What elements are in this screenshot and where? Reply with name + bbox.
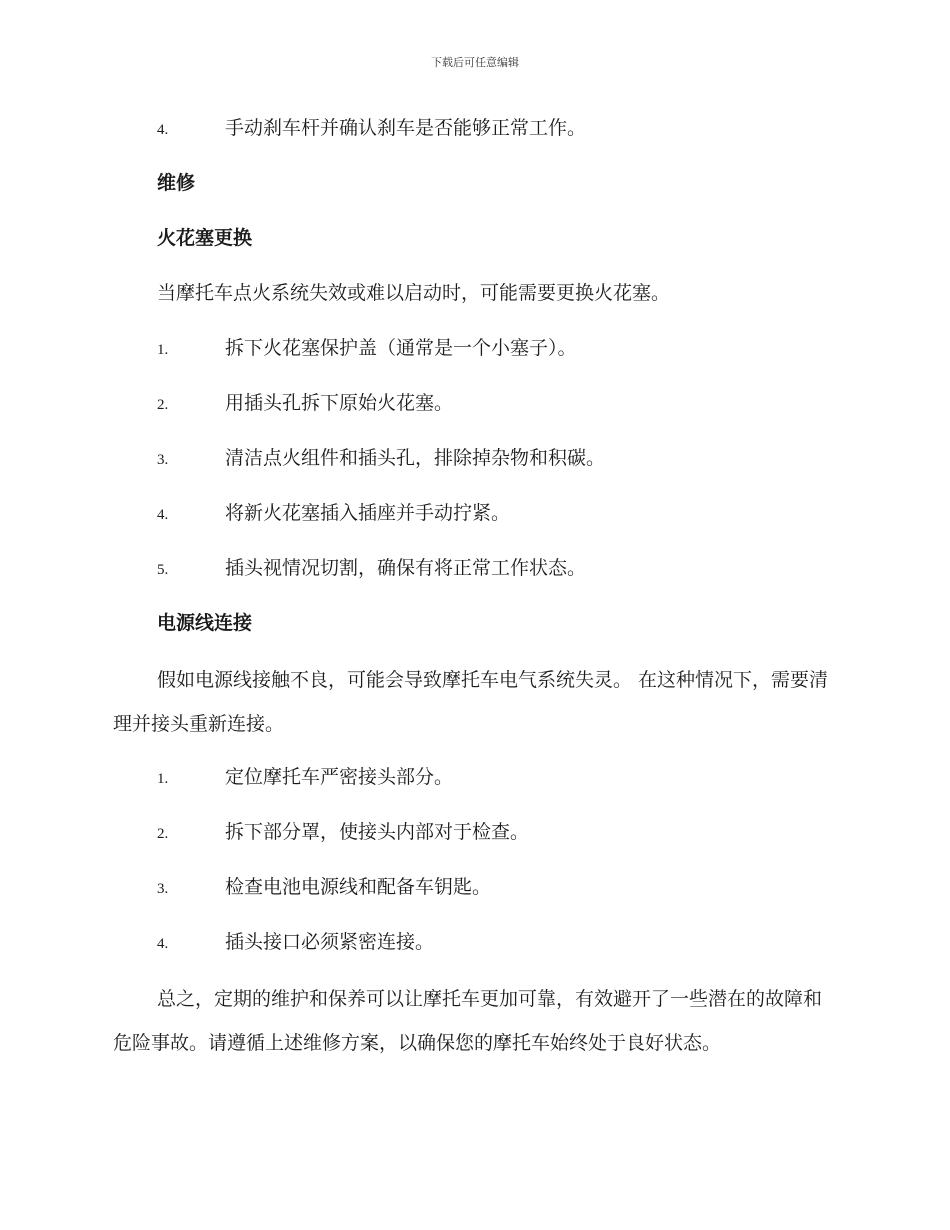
list-item xyxy=(113,493,833,548)
list-text: 清洁点火组件和插头孔，排除掉杂物和积碳。 xyxy=(225,447,606,469)
list-item xyxy=(113,328,833,383)
list-item xyxy=(113,867,833,922)
list-number: 3. xyxy=(157,881,169,897)
list-number: 4. xyxy=(157,936,169,952)
section-heading: 维修 xyxy=(157,172,196,194)
list-item xyxy=(113,922,833,977)
list-number: 2. xyxy=(157,397,169,413)
list-text: 拆下部分罩，使接头内部对于检查。 xyxy=(225,821,530,843)
power-line-intro: 假如电源线接触不良，可能会导致摩托车电气系统失灵。 在这种情况下，需要清理并接头重新连接。 xyxy=(113,669,829,735)
list-item xyxy=(113,812,833,867)
list-text: 将新火花塞插入插座并手动拧紧。 xyxy=(225,502,511,524)
list-number: 3. xyxy=(157,452,169,468)
document-body xyxy=(113,108,833,1076)
list-text: 插头视情况切割，确保有将正常工作状态。 xyxy=(225,557,587,579)
list-item xyxy=(113,548,833,603)
list-number: 5. xyxy=(157,562,169,578)
list-text: 用插头孔拆下原始火花塞。 xyxy=(225,392,454,414)
conclusion-paragraph: 总之，定期的维护和保养可以让摩托车更加可靠，有效避开了一些潜在的故障和危险事故。请遵循上述维修方案，以确保您的摩托车始终处于良好状态。 xyxy=(113,988,823,1054)
subsection-heading-spark-plug: 火花塞更换 xyxy=(157,227,253,249)
spark-plug-intro: 当摩托车点火系统失效或难以启动时，可能需要更换火花塞。 xyxy=(157,282,671,304)
list-text: 拆下火花塞保护盖（通常是一个小塞子）。 xyxy=(225,337,577,359)
list-item xyxy=(113,438,833,493)
list-number: 2. xyxy=(157,826,169,842)
list-item xyxy=(113,757,833,812)
list-item xyxy=(113,383,833,438)
subsection-heading-power-line: 电源线连接 xyxy=(157,612,253,634)
list-text: 插头接口必须紧密连接。 xyxy=(225,931,435,953)
list-item xyxy=(113,108,833,163)
list-number: 1. xyxy=(157,771,169,787)
list-number: 1. xyxy=(157,342,169,358)
list-text: 检查电池电源线和配备车钥匙。 xyxy=(225,876,492,898)
page-header: 下载后可任意编辑 xyxy=(431,56,519,69)
list-number: 4. xyxy=(157,122,169,138)
list-text: 定位摩托车严密接头部分。 xyxy=(225,766,454,788)
list-text: 手动刹车杆并确认刹车是否能够正常工作。 xyxy=(225,117,587,139)
list-number: 4. xyxy=(157,507,169,523)
